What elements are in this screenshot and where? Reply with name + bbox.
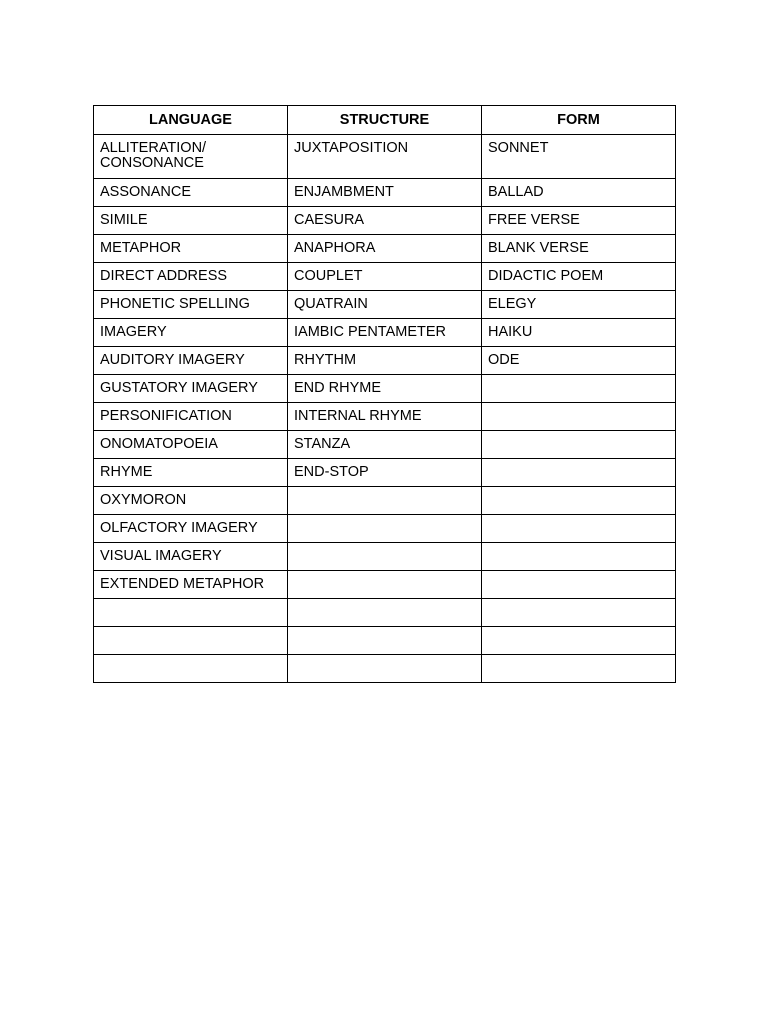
table-body: [94, 135, 676, 683]
cell-structure: [288, 487, 482, 515]
cell-language: ASSONANCE: [94, 179, 288, 207]
cell-structure: [288, 599, 482, 627]
cell-form: DIDACTIC POEM: [482, 263, 676, 291]
cell-form: [482, 459, 676, 487]
cell-structure: ENJAMBMENT: [288, 179, 482, 207]
table-row: [94, 179, 676, 207]
cell-language: DIRECT ADDRESS: [94, 263, 288, 291]
cell-structure: COUPLET: [288, 263, 482, 291]
table-row: [94, 207, 676, 235]
cell-form: [482, 515, 676, 543]
cell-form: [482, 375, 676, 403]
cell-language: METAPHOR: [94, 235, 288, 263]
cell-form: HAIKU: [482, 319, 676, 347]
cell-language: VISUAL IMAGERY: [94, 543, 288, 571]
cell-language: PHONETIC SPELLING: [94, 291, 288, 319]
table-row: [94, 347, 676, 375]
cell-structure: QUATRAIN: [288, 291, 482, 319]
cell-structure: [288, 515, 482, 543]
table-row: [94, 235, 676, 263]
cell-structure: [288, 627, 482, 655]
header-structure: STRUCTURE: [288, 106, 482, 135]
cell-structure: JUXTAPOSITION: [288, 135, 482, 179]
cell-language: SIMILE: [94, 207, 288, 235]
cell-form: [482, 599, 676, 627]
cell-structure: STANZA: [288, 431, 482, 459]
cell-language: IMAGERY: [94, 319, 288, 347]
table-row: [94, 571, 676, 599]
cell-form: FREE VERSE: [482, 207, 676, 235]
table-header: [94, 106, 676, 135]
cell-structure: END RHYME: [288, 375, 482, 403]
cell-form: [482, 543, 676, 571]
cell-form: SONNET: [482, 135, 676, 179]
table-row: [94, 515, 676, 543]
cell-language: [94, 627, 288, 655]
cell-language: OXYMORON: [94, 487, 288, 515]
cell-form: ODE: [482, 347, 676, 375]
table-row: [94, 319, 676, 347]
cell-form: ELEGY: [482, 291, 676, 319]
cell-language: AUDITORY IMAGERY: [94, 347, 288, 375]
cell-language: PERSONIFICATION: [94, 403, 288, 431]
cell-structure: RHYTHM: [288, 347, 482, 375]
cell-form: [482, 571, 676, 599]
cell-structure: [288, 571, 482, 599]
table-row: [94, 459, 676, 487]
table-row: [94, 627, 676, 655]
cell-structure: END-STOP: [288, 459, 482, 487]
cell-language: [94, 599, 288, 627]
table-row: [94, 543, 676, 571]
header-language: LANGUAGE: [94, 106, 288, 135]
cell-structure: CAESURA: [288, 207, 482, 235]
header-row: [94, 106, 676, 135]
poetry-terms-table: [93, 105, 676, 683]
cell-form: [482, 487, 676, 515]
table-row: [94, 291, 676, 319]
cell-form: [482, 627, 676, 655]
table-row: [94, 599, 676, 627]
table-row: [94, 135, 676, 179]
header-form: FORM: [482, 106, 676, 135]
table-row: [94, 403, 676, 431]
cell-structure: [288, 655, 482, 683]
table-row: [94, 263, 676, 291]
cell-form: [482, 431, 676, 459]
cell-language: EXTENDED METAPHOR: [94, 571, 288, 599]
cell-language: RHYME: [94, 459, 288, 487]
cell-language: ONOMATOPOEIA: [94, 431, 288, 459]
cell-structure: [288, 543, 482, 571]
cell-language: OLFACTORY IMAGERY: [94, 515, 288, 543]
table-row: [94, 431, 676, 459]
table-row: [94, 375, 676, 403]
cell-language: GUSTATORY IMAGERY: [94, 375, 288, 403]
cell-form: BALLAD: [482, 179, 676, 207]
cell-form: BLANK VERSE: [482, 235, 676, 263]
cell-structure: INTERNAL RHYME: [288, 403, 482, 431]
cell-structure: ANAPHORA: [288, 235, 482, 263]
table-row: [94, 487, 676, 515]
cell-language: ALLITERATION/ CONSONANCE: [94, 135, 288, 179]
cell-form: [482, 655, 676, 683]
cell-structure: IAMBIC PENTAMETER: [288, 319, 482, 347]
table-row: [94, 655, 676, 683]
cell-form: [482, 403, 676, 431]
cell-language: [94, 655, 288, 683]
